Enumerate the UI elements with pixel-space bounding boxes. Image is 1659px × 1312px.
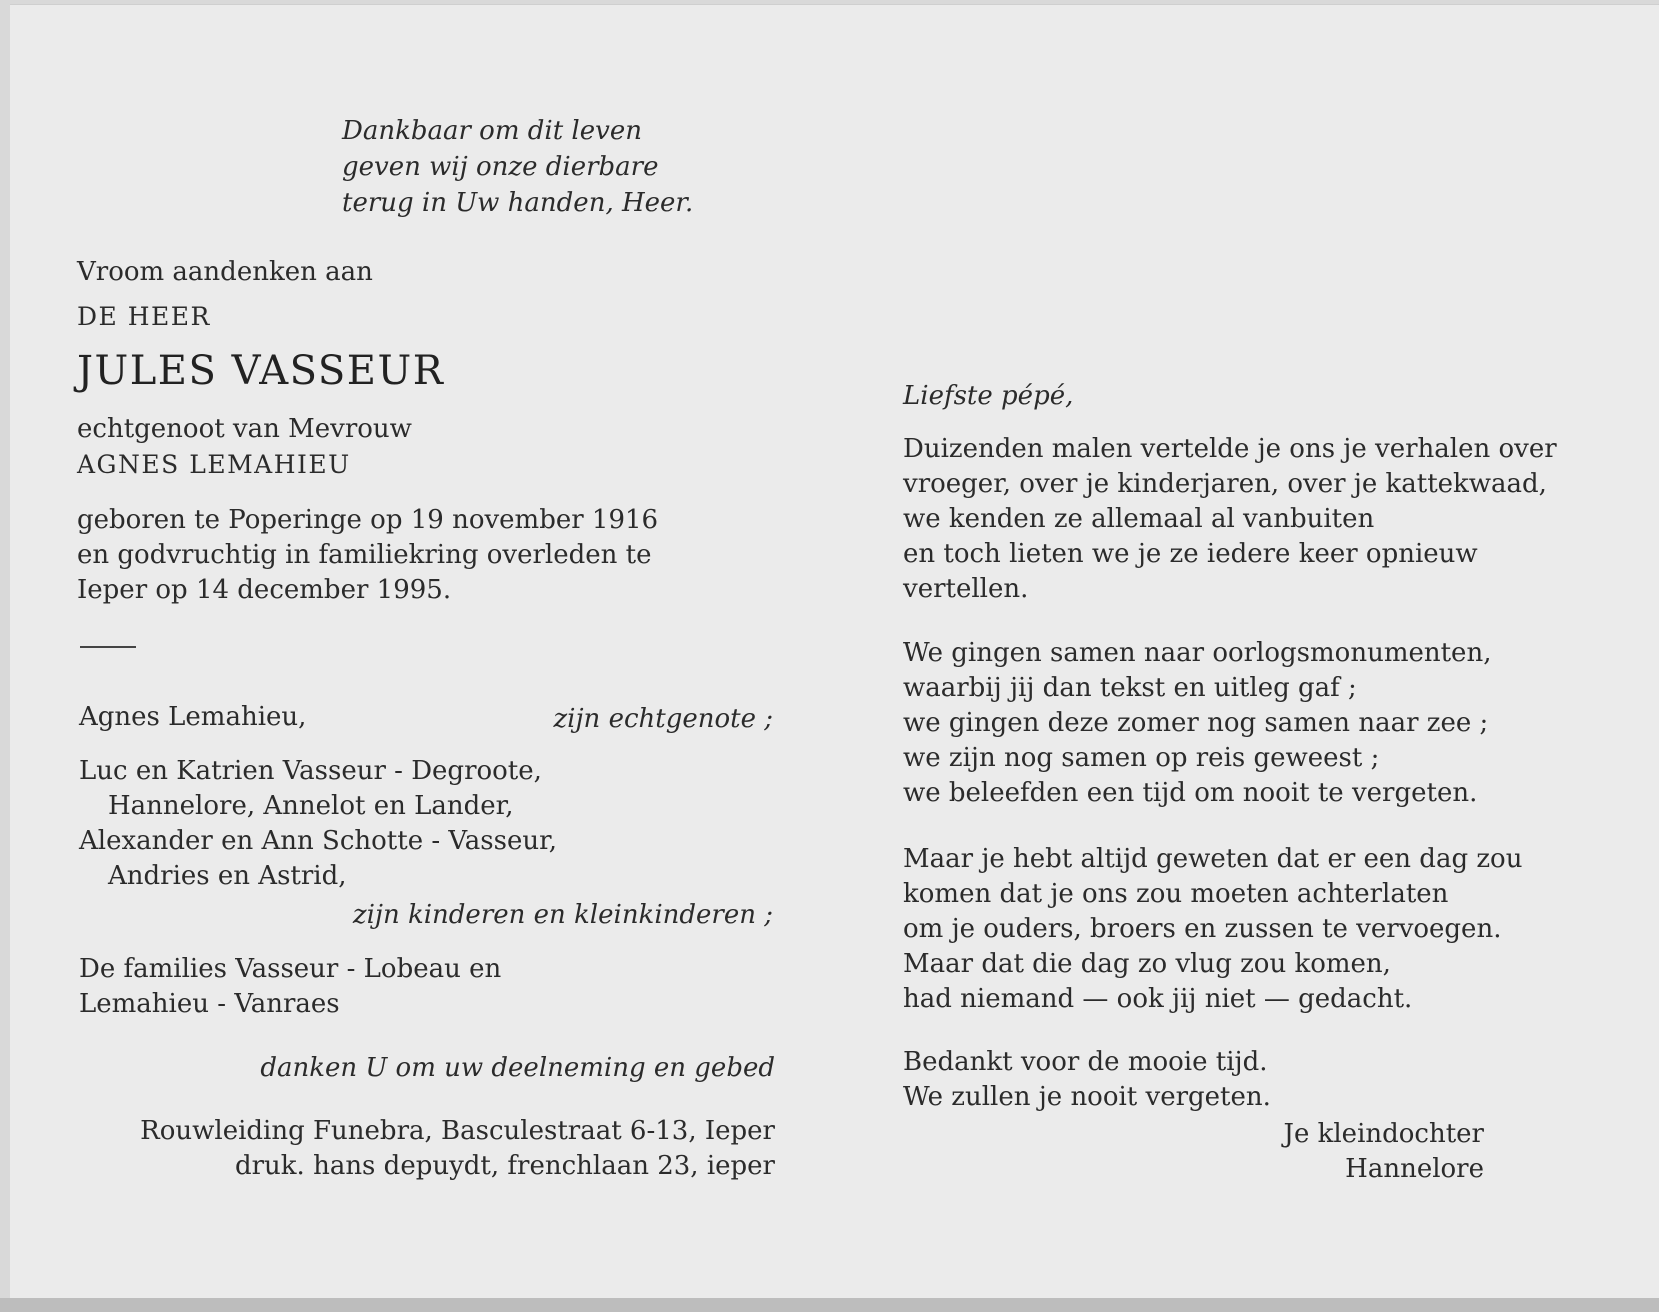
list-item: De families Vasseur - Lobeau en <box>79 954 502 984</box>
letter-paragraph-4 <box>903 1045 1271 1115</box>
death-place-line: Ieper op 14 december 1995. <box>77 575 452 605</box>
letter-line: Maar dat die dag zo vlug zou komen, <box>903 949 1391 979</box>
list-item: Lemahieu - Vanraes <box>79 989 340 1019</box>
family-spouse-name: Agnes Lemahieu, <box>79 702 307 732</box>
verse-line: geven wij onze dierbare <box>342 152 659 182</box>
funeral-home: Rouwleiding Funebra, Basculestraat 6-13, Ieper <box>140 1116 775 1146</box>
letter-line: komen dat je ons zou moeten achterlaten <box>903 879 1449 909</box>
letter-line: Bedankt voor de mooie tijd. <box>903 1047 1268 1077</box>
letter-line: we zijn nog samen op reis geweest ; <box>903 743 1380 773</box>
letter-line: had niemand — ook jij niet — gedacht. <box>903 984 1413 1014</box>
printer: druk. hans depuydt, frenchlaan 23, ieper <box>234 1151 775 1181</box>
family-spouse-role: zijn echtgenote ; <box>553 704 773 734</box>
letter-line: we beleefden een tijd om nooit te vergeten. <box>903 778 1478 808</box>
letter-salutation: Liefste pépé, <box>903 381 1074 411</box>
birth-line: geboren te Poperinge op 19 november 1916 <box>77 505 659 535</box>
letter-line: we kenden ze allemaal al vanbuiten <box>903 504 1375 534</box>
children-list <box>79 754 557 894</box>
signature-name: Hannelore <box>1345 1154 1484 1184</box>
list-item: Andries en Astrid, <box>108 861 347 891</box>
letter-signature <box>1284 1117 1484 1187</box>
deceased-name: JULES VASSEUR <box>77 348 445 394</box>
letter-line: vroeger, over je kinderjaren, over je kattekwaad, <box>903 469 1547 499</box>
letter-line: en toch lieten we je ze iedere keer opnieuw <box>903 539 1478 569</box>
letter-line: We gingen samen naar oorlogsmonumenten, <box>903 638 1492 668</box>
letter-line: waarbij jij dan tekst en uitleg gaf ; <box>903 673 1357 703</box>
letter-line: om je ouders, broers en zussen te vervoegen. <box>903 914 1502 944</box>
families-list <box>79 952 501 1022</box>
divider <box>80 646 136 648</box>
verse-line: Dankbaar om dit leven <box>342 116 642 146</box>
children-role: zijn kinderen en kleinkinderen ; <box>352 900 773 930</box>
list-item: Alexander en Ann Schotte - Vasseur, <box>79 826 557 856</box>
letter-line: vertellen. <box>903 574 1029 604</box>
thanks-line: danken U om uw deelneming en gebed <box>260 1053 775 1083</box>
verse-line: terug in Uw handen, Heer. <box>342 188 694 218</box>
list-item: Luc en Katrien Vasseur - Degroote, <box>79 756 542 786</box>
life-details <box>77 503 658 608</box>
letter-line: Duizenden malen vertelde je ons je verhalen over <box>903 434 1557 464</box>
opening-verse <box>342 113 693 221</box>
scan-bottom-edge <box>0 1298 1659 1312</box>
letter-line: Maar je hebt altijd geweten dat er een dag zou <box>903 844 1523 874</box>
spouse-name: AGNES LEMAHIEU <box>77 450 351 479</box>
spouse-line: echtgenoot van Mevrouw <box>77 414 412 444</box>
memorial-intro: Vroom aandenken aan <box>77 257 373 287</box>
memorial-title: DE HEER <box>77 302 211 331</box>
letter-paragraph-2 <box>903 636 1491 811</box>
letter-paragraph-3 <box>903 842 1522 1017</box>
letter-line: we gingen deze zomer nog samen naar zee ; <box>903 708 1489 738</box>
signature-line: Je kleindochter <box>1283 1119 1484 1149</box>
letter-line: We zullen je nooit vergeten. <box>903 1082 1271 1112</box>
death-line: en godvruchtig in familiekring overleden te <box>77 540 652 570</box>
list-item: Hannelore, Annelot en Lander, <box>108 791 514 821</box>
letter-paragraph-1 <box>903 432 1557 607</box>
